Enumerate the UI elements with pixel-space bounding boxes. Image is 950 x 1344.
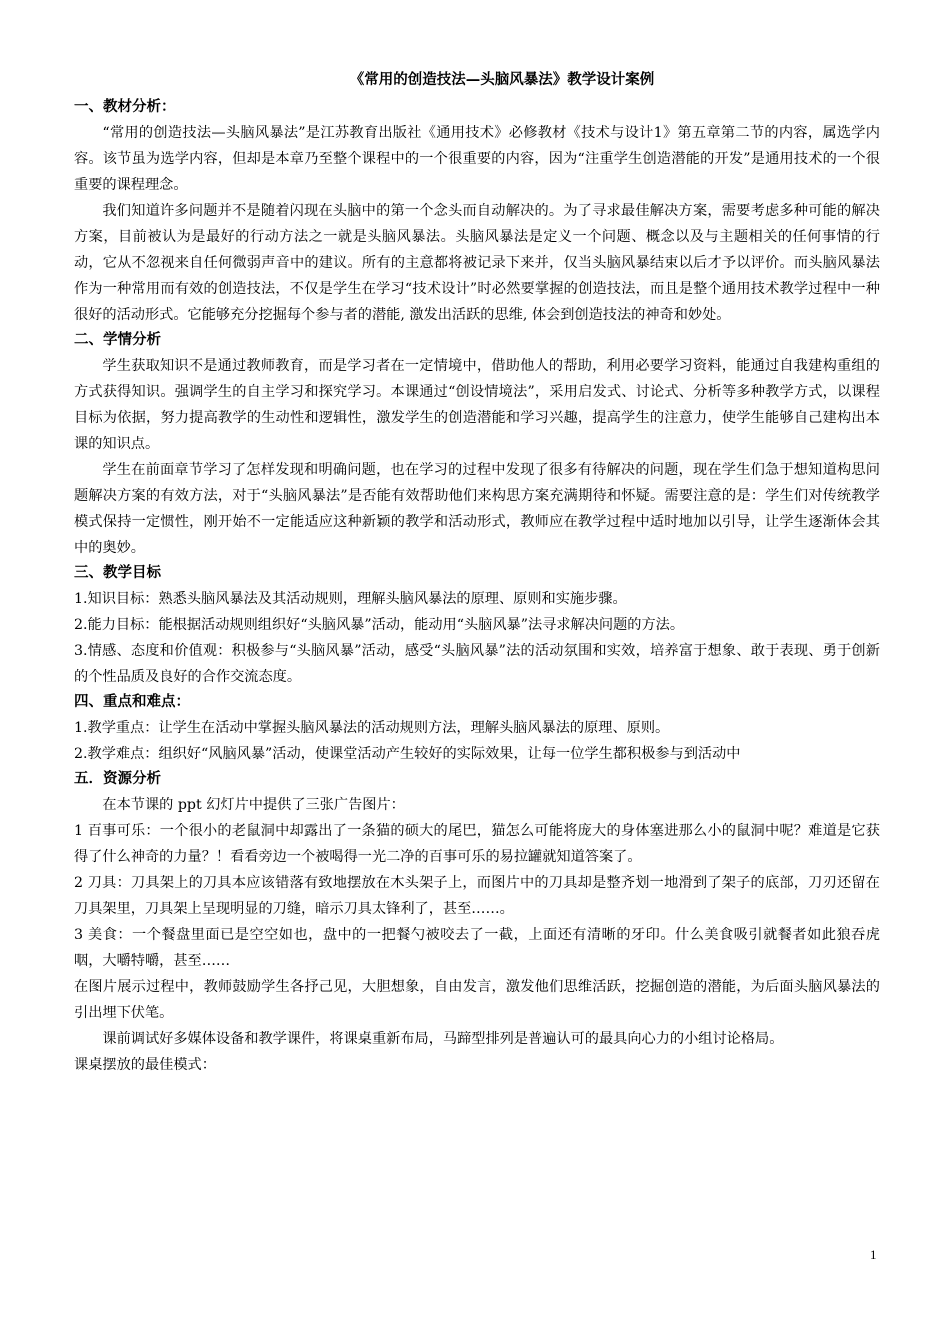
paragraph: “常用的创造技法—头脑风暴法”是江苏教育出版社《通用技术》必修教材《技术与设计1》第五章第二节的内容，属选学内容。该节虽为选学内容，但却是本章乃至整个课程中的一个很重要的内容，因为“注重学生创造潜能的开发”是通用技术的一个很重要的课程理念。 [74,125,880,193]
paragraph: 学生获取知识不是通过教师教育，而是学习者在一定情境中，借助他人的帮助，利用必要学习资料，能通过自我建构重组的方式获得知识。强调学生的自主学习和探究学习。本课通过“创设情境法”，采用启发式、讨论式、分析等多种教学方式，以课程目标为依据，努力提高教学的生动性和逻辑性，激发学生的创造潜能和学习兴趣，提高学生的注意力，使学生能够自己建构出本课的知识点。 [74,358,880,452]
paragraph: 课前调试好多媒体设备和教学课件，将课桌重新布局，马蹄型排列是普遍认可的最具向心力的小组讨论格局。 [102,1031,784,1047]
section-heading-learner-analysis: 二、学情分析 [74,332,161,348]
list-item: 2.教学难点：组织好“风脑风暴”活动，使课堂活动产生较好的实际效果，让每一位学生都积极参与到活动中 [74,746,741,762]
paragraph: 学生在前面章节学习了怎样发现和明确问题，也在学习的过程中发现了很多有待解决的问题，现在学生们急于想知道构思问题解决方案的有效方法，对于“头脑风暴法”是否能有效帮助他们来构思方案充满期待和怀疑。需要注意的是：学生们对传统教学模式保持一定惯性，刚开始不一定能适应这种新颖的教学和活动形式，教师应在教学过程中适时地加以引导，让学生逐渐体会其中的奥妙。 [74,462,880,556]
section-heading-resource-analysis: 五．资源分析 [74,771,161,787]
section-heading-teaching-goals: 三、教学目标 [74,565,161,581]
document-title: 《常用的创造技法—头脑风暴法》教学设计案例 [349,72,655,88]
list-item: 2 刀具：刀具架上的刀具本应该错落有致地摆放在木头架子上，而图片中的刀具却是整齐划一地滑到了架子的底部，刀刃还留在刀具架里，刀具架上呈现明显的刀缝，暗示刀具太锋利了，甚至……。 [74,875,880,917]
list-item: 1.教学重点：让学生在活动中掌握头脑风暴法的活动规则方法，理解头脑风暴法的原理、原则。 [74,720,670,736]
paragraph: 课桌摆放的最佳模式： [74,1057,216,1073]
document-page [74,68,880,1078]
section-heading-textbook-analysis: 一、教材分析： [74,99,176,115]
list-item: 1.知识目标：熟悉头脑风暴法及其活动规则，理解头脑风暴法的原理、原则和实施步骤。 [74,591,627,607]
list-item: 3.情感、态度和价值观：积极参与“头脑风暴”活动，感受“头脑风暴”法的活动氛围和实效，培养富于想象、敢于表现、勇于创新的个性品质及良好的合作交流态度。 [74,643,880,685]
paragraph: 在图片展示过程中，教师鼓励学生各抒己见，大胆想象，自由发言，激发他们思维活跃，挖掘创造的潜能，为后面头脑风暴法的引出埋下伏笔。 [74,979,880,1021]
list-item: 2.能力目标：能根据活动规则组织好“头脑风暴”活动，能动用“头脑风暴”法寻求解决问题的方法。 [74,617,685,633]
paragraph: 我们知道许多问题并不是随着闪现在头脑中的第一个念头而自动解决的。为了寻求最佳解决方案，需要考虑多种可能的解决方案，目前被认为是最好的行动方法之一就是头脑风暴法。头脑风暴法是定义一个问题、概念以及与主题相关的任何事情的行动，它从不忽视来自任何微弱声音中的建议。所有的主意都将被记录下来并，仅当头脑风暴结束以后才予以评价。而头脑风暴法作为一种常用而有效的创造技法，不仅是学生在学习“技术设计”时必然要掌握的创造技法，而且是整个通用技术教学过程中一种很好的活动形式。它能够充分挖掘每个参与者的潜能, 激发出活跃的思维, 体会到创造技法的神奇和妙处。 [74,203,880,323]
list-item: 1 百事可乐：一个很小的老鼠洞中却露出了一条猫的硕大的尾巴，猫怎么可能将庞大的身体塞进那么小的鼠洞中呢？难道是它获得了什么神奇的力量？！看看旁边一个被喝得一光二净的百事可乐的易拉罐就知道答案了。 [74,823,880,865]
section-heading-key-points: 四、重点和难点： [74,694,190,710]
list-item: 3 美食：一个餐盘里面已是空空如也，盘中的一把餐勺被咬去了一截，上面还有清晰的牙印。什么美食吸引就餐者如此狼吞虎咽，大嚼特嚼，甚至…… [74,927,880,969]
paragraph: 在本节课的 ppt 幻灯片中提供了三张广告图片： [102,797,405,813]
page-number: 1 [870,1247,877,1262]
